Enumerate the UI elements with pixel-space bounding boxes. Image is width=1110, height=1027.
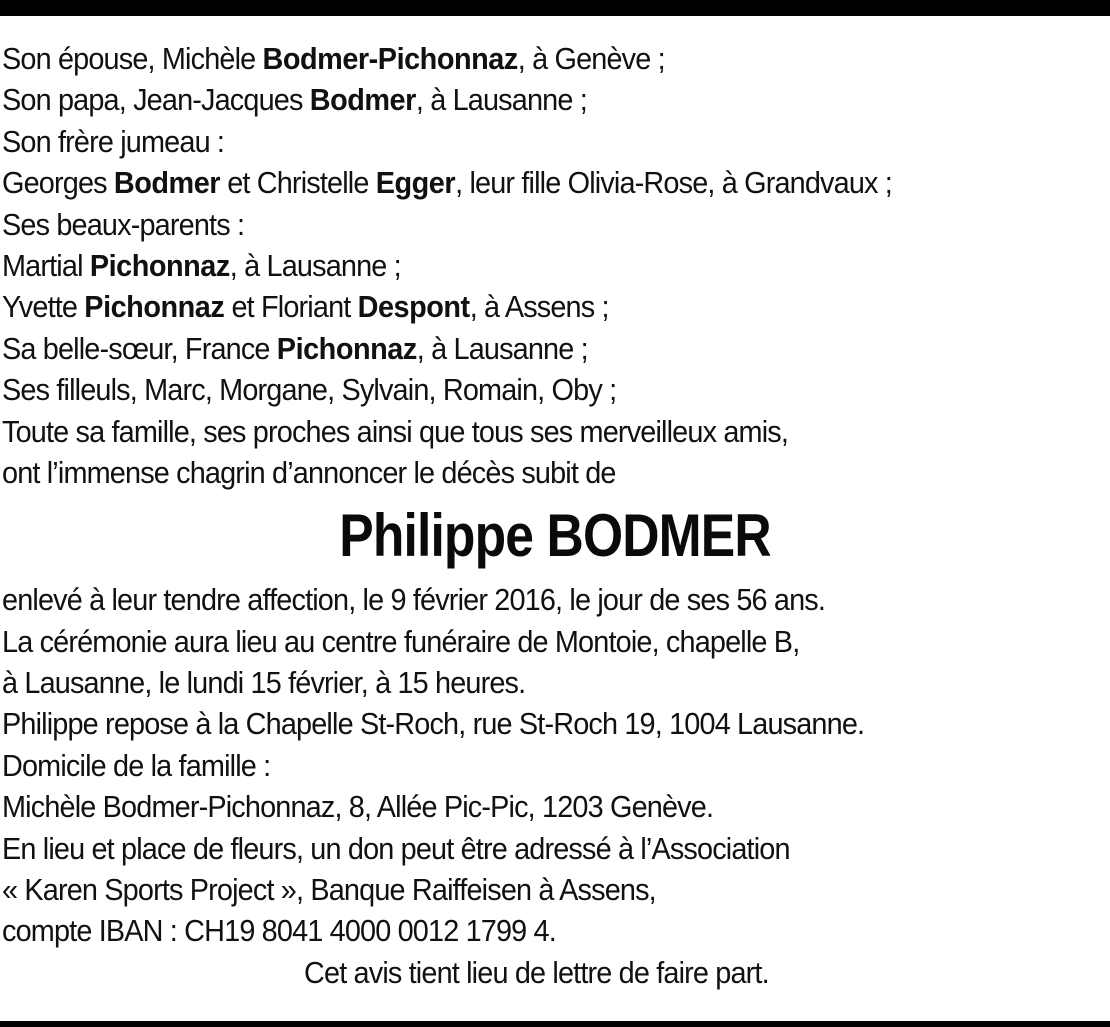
- death-notice: [2, 38, 1108, 993]
- text: et Floriant: [224, 289, 358, 325]
- detail-line-domicile-address: Michèle Bodmer-Pichonnaz, 8, Allée Pic-Pic, 1203 Genève.: [2, 789, 714, 825]
- detail-line-donation: En lieu et place de fleurs, un don peut être adressé à l’Association: [2, 830, 790, 866]
- family-line-inlaws-heading: [2, 204, 1031, 245]
- family-name: Pichonnaz: [276, 330, 417, 366]
- family-line-father-in-law: [2, 245, 1031, 286]
- text: , à Lausanne ;: [416, 330, 588, 366]
- detail-line-resting-place: Philippe repose à la Chapelle St-Roch, rue St-Roch 19, 1004 Lausanne.: [2, 706, 865, 742]
- detail-line-passing: enlevé à leur tendre affection, le 9 février 2016, le jour de ses 56 ans.: [2, 582, 826, 618]
- family-line-godchildren: [2, 369, 1031, 410]
- text: Son papa, Jean-Jacques: [2, 82, 310, 118]
- family-line-spouse: [2, 38, 1031, 79]
- text: Sa belle-sœur, France: [2, 330, 277, 366]
- text: Georges: [2, 165, 114, 201]
- detail-line-iban: compte IBAN : CH19 8041 4000 0012 1799 4.: [2, 913, 556, 949]
- family-line-twin: [2, 162, 1031, 203]
- notice-footer: Cet avis tient lieu de lettre de faire part.: [304, 954, 769, 990]
- text: , à Lausanne ;: [415, 82, 587, 118]
- text: Ses beaux-parents :: [2, 206, 245, 242]
- announcement-line: [2, 452, 1031, 493]
- text: , à Lausanne ;: [229, 247, 401, 283]
- text: ont l’immense chagrin d’annoncer le décès subit de: [2, 454, 616, 490]
- detail-line-association: « Karen Sports Project », Banque Raiffeisen à Assens,: [2, 872, 656, 908]
- family-name: Bodmer: [309, 82, 416, 118]
- family-name: Pichonnaz: [84, 289, 225, 325]
- family-name: Egger: [375, 165, 456, 201]
- text: Yvette: [2, 289, 85, 325]
- text: Ses filleuls, Marc, Morgane, Sylvain, Romain, Oby ;: [2, 372, 617, 408]
- family-line-all-family: [2, 411, 1031, 452]
- text: Toute sa famille, ses proches ainsi que tous ses merveilleux amis,: [2, 413, 789, 449]
- text: , à Genève ;: [517, 41, 665, 76]
- bottom-border-rule: [0, 1021, 1110, 1027]
- detail-line-ceremony: La cérémonie aura lieu au centre funéraire de Montoie, chapelle B,: [2, 623, 800, 659]
- text: , à Assens ;: [469, 289, 609, 325]
- family-name: Bodmer: [113, 165, 221, 201]
- text: Son frère jumeau :: [2, 123, 225, 159]
- family-line-father: [2, 79, 1031, 120]
- detail-line-ceremony-date: à Lausanne, le lundi 15 février, à 15 heures.: [2, 665, 526, 701]
- text: , leur fille Olivia-Rose, à Grandvaux ;: [455, 165, 892, 201]
- family-line-twin-heading: [2, 121, 1031, 162]
- family-line-mother-in-law: [2, 286, 1031, 327]
- family-name: Bodmer-Pichonnaz: [262, 41, 518, 76]
- family-name: Despont: [357, 289, 470, 325]
- family-line-sister-in-law: [2, 328, 1031, 369]
- detail-line-domicile-heading: Domicile de la famille :: [2, 747, 271, 783]
- text: Son épouse, Michèle: [2, 41, 263, 76]
- deceased-name: Philippe BODMER: [339, 502, 771, 570]
- text: Martial: [2, 247, 90, 283]
- top-border-rule: [0, 0, 1110, 16]
- family-name: Pichonnaz: [89, 247, 230, 283]
- text: et Christelle: [220, 165, 376, 201]
